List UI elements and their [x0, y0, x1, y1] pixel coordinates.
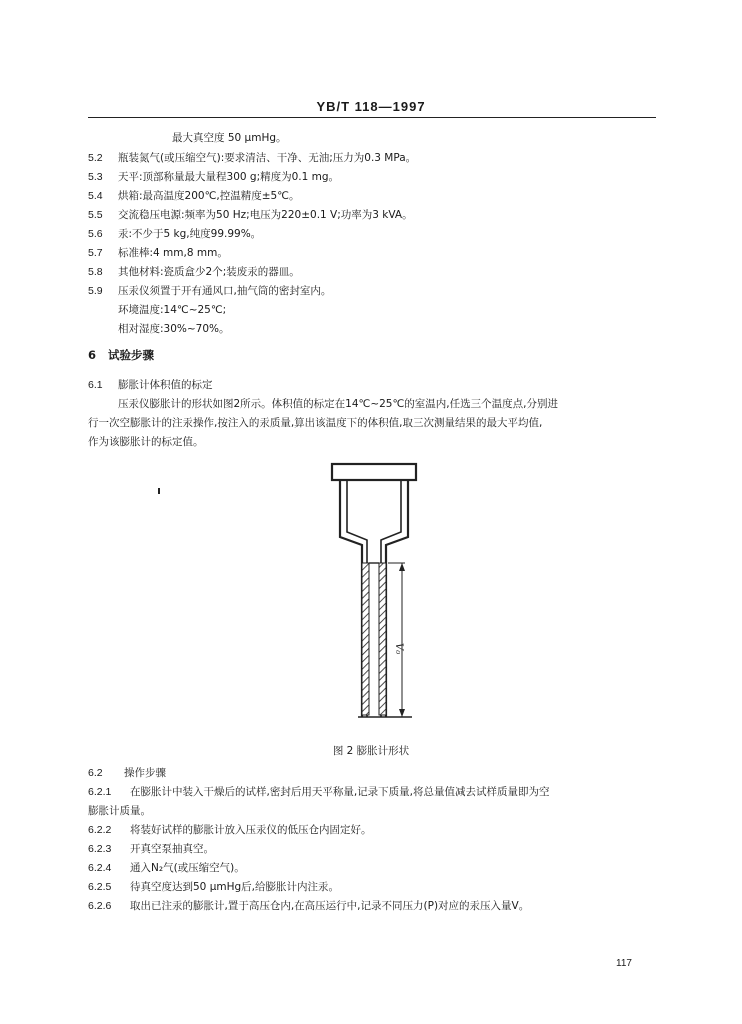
item-text: 标准棒:4 mm,8 mm。 — [118, 247, 228, 259]
dimension-arrow-bottom — [399, 709, 405, 717]
subsection-number: 6.1 — [88, 379, 103, 391]
item-number: 5.6 — [88, 228, 103, 240]
body-outer-wall — [340, 480, 408, 717]
subsection-title: 膨胀计体积值的标定 — [118, 379, 213, 391]
figure-caption: 图 2 膨胀计形状 — [332, 745, 410, 757]
dimension-arrow-top — [399, 563, 405, 571]
stem-hatch-right — [379, 563, 386, 715]
body-inner-wall — [347, 480, 401, 717]
step-number: 6.2.3 — [88, 843, 112, 855]
subsection-title: 操作步骤 — [124, 767, 166, 779]
item-text: 烘箱:最高温度200℃,控温精度±5℃。 — [118, 190, 300, 202]
continued-line: 最大真空度 50 μmHg。 — [172, 132, 287, 144]
paragraph-line: 作为该膨胀计的标定值。 — [88, 436, 204, 448]
item-number: 5.4 — [88, 190, 103, 202]
item-number: 5.2 — [88, 152, 103, 164]
step-number: 6.2.6 — [88, 900, 112, 912]
step-text: 开真空泵抽真空。 — [130, 843, 214, 855]
step-text-continued: 膨胀计质量。 — [88, 805, 151, 817]
step-number: 6.2.2 — [88, 824, 112, 836]
item-text: 压汞仪须置于开有通风口,抽气筒的密封室内。 — [118, 285, 332, 297]
step-text: 将装好试样的膨胀计放入压汞仪的低压仓内固定好。 — [130, 824, 372, 836]
step-text: 待真空度达到50 μmHg后,给膨胀计内注汞。 — [130, 881, 340, 893]
item-number: 5.8 — [88, 266, 103, 278]
section-heading — [88, 347, 154, 363]
step-text: 取出已注汞的膨胀计,置于高压仓内,在高压运行中,记录不同压力(P)对应的汞压入量V。 — [130, 900, 530, 912]
item-text: 其他材料:瓷质盒少2个;装废汞的器皿。 — [118, 266, 300, 278]
page-number: 117 — [616, 958, 632, 969]
step-number: 6.2.4 — [88, 862, 112, 874]
env-humidity: 相对湿度:30%~70%。 — [118, 323, 230, 335]
item-number: 5.3 — [88, 171, 103, 183]
volume-label: V₀ — [393, 643, 404, 655]
paragraph-line: 行一次空膨胀计的注汞操作,按注入的汞质量,算出该温度下的体积值,取三次测量结果的最大平均值, — [88, 417, 543, 429]
item-number: 5.9 — [88, 285, 103, 297]
item-text: 瓶装氮气(或压缩空气):要求清洁、干净、无油;压力为0.3 MPa。 — [118, 152, 417, 164]
cap-rim — [332, 464, 416, 480]
section-number: 6 — [88, 348, 97, 362]
item-text: 天平:顶部称量最大量程300 g;精度为0.1 mg。 — [118, 171, 340, 183]
item-text: 汞:不少于5 kg,纯度99.99%。 — [118, 228, 262, 240]
item-number: 5.7 — [88, 247, 103, 259]
step-text: 通入N₂气(或压缩空气)。 — [130, 862, 245, 874]
dilatometer-figure — [300, 455, 430, 744]
step-number: 6.2.1 — [88, 786, 112, 798]
section-title: 试验步骤 — [108, 348, 155, 362]
item-text: 交流稳压电源:频率为50 Hz;电压为220±0.1 V;功率为3 kVA。 — [118, 209, 413, 221]
header-rule — [88, 117, 656, 118]
step-text: 在膨胀计中装入干燥后的试样,密封后用天平称量,记录下质量,将总量值减去试样质量即为空 — [130, 786, 550, 798]
subsection-number: 6.2 — [88, 767, 103, 779]
paragraph-line: 压汞仪膨胀计的形状如图2所示。体积值的标定在14℃~25℃的室温内,任选三个温度点,分别进 — [118, 398, 558, 410]
env-temperature: 环境温度:14℃~25℃; — [118, 304, 227, 316]
step-number: 6.2.5 — [88, 881, 112, 893]
item-number: 5.5 — [88, 209, 103, 221]
stray-mark — [158, 488, 160, 494]
dilatometer-drawing — [300, 455, 430, 740]
stem-hatch-left — [362, 563, 369, 715]
header-standard-number: YB/T 118—1997 — [316, 99, 426, 114]
